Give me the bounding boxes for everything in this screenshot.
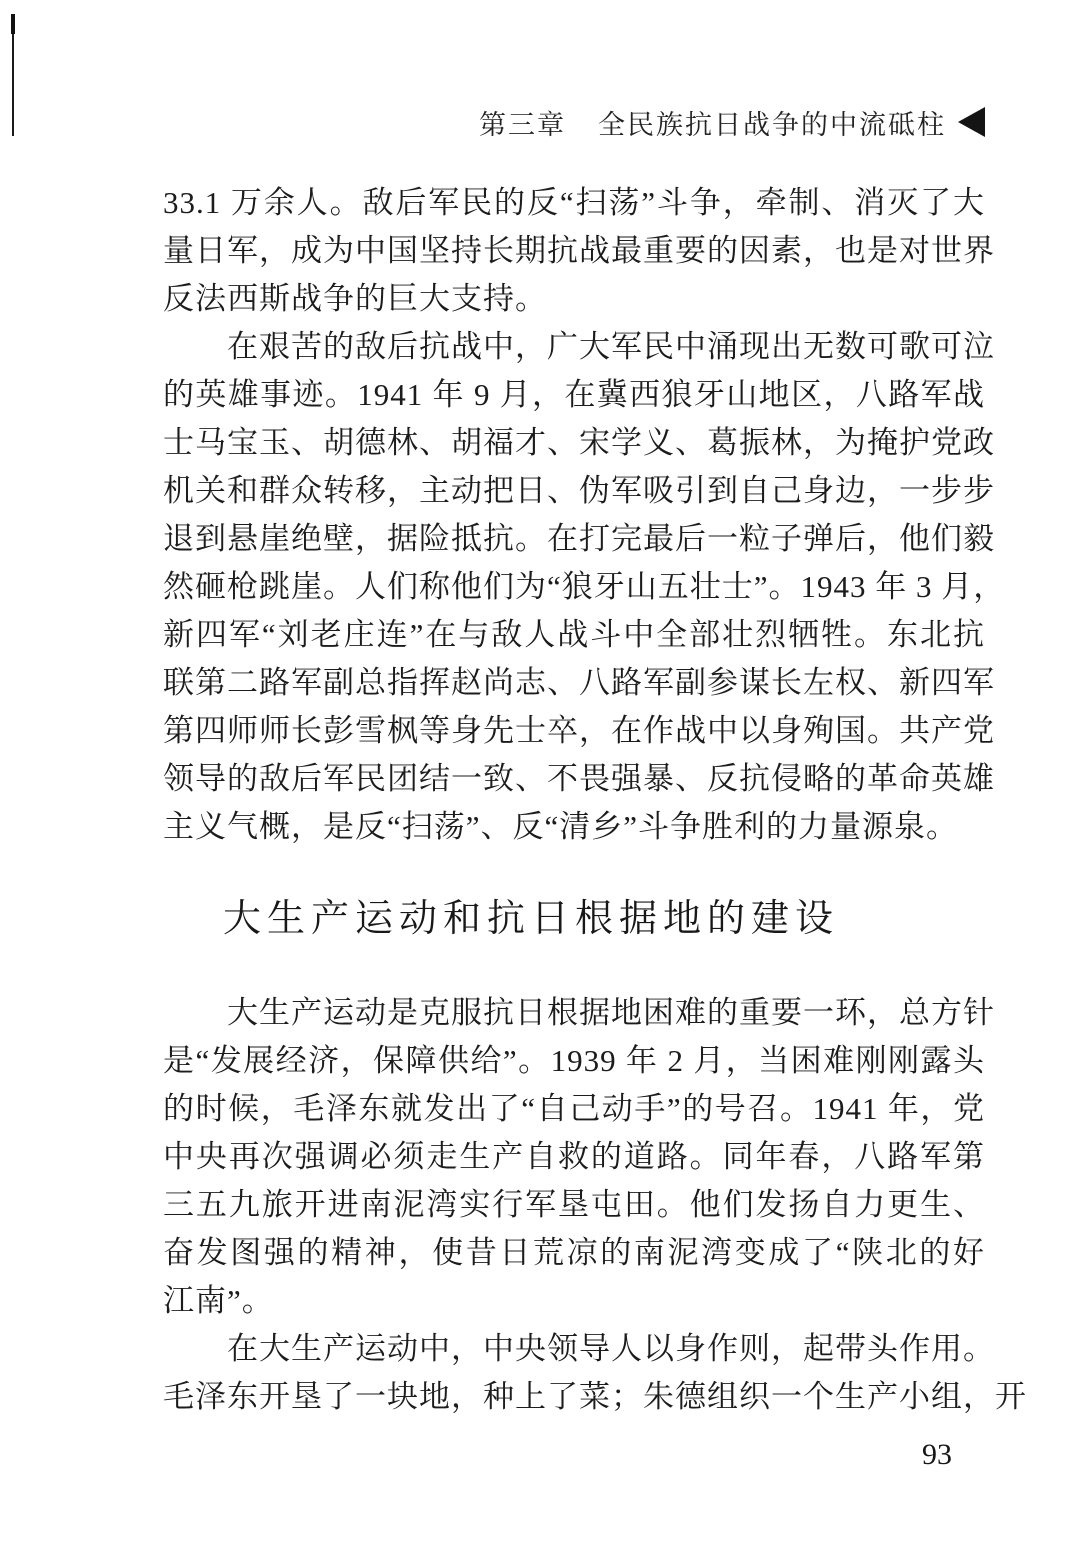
- text-line: 量日军，成为中国坚持长期抗战最重要的因素，也是对世界: [163, 233, 995, 268]
- text-line: 士马宝玉、胡德林、胡福才、宋学义、葛振林，为掩护党政: [163, 425, 995, 460]
- paragraph: [163, 323, 1006, 851]
- left-triangle-icon: [958, 107, 985, 137]
- text-line: 第四师师长彭雪枫等身先士卒，在作战中以身殉国。共产党: [163, 713, 995, 748]
- text-line: 奋发图强的精神，使昔日荒凉的南泥湾变成了“陕北的好: [163, 1235, 985, 1270]
- text-line: 大生产运动是克服抗日根据地困难的重要一环，总方针: [227, 995, 995, 1030]
- text-line: 退到悬崖绝壁，据险抵抗。在打完最后一粒子弹后，他们毅: [163, 521, 995, 556]
- paragraph: [163, 1325, 1027, 1421]
- text-line: 在大生产运动中，中央领导人以身作则，起带头作用。: [227, 1331, 995, 1366]
- scan-artifact-line-cap: [11, 14, 15, 34]
- text-line: 领导的敌后军民团结一致、不畏强暴、反抗侵略的革命英雄: [163, 761, 995, 796]
- chapter-title: 全民族抗日战争的中流砥柱: [598, 109, 946, 140]
- text-content: [163, 179, 1027, 1421]
- text-line: 新四军“刘老庄连”在与敌人战斗中全部壮烈牺牲。东北抗: [163, 617, 985, 652]
- text-line: 联第二路军副总指挥赵尚志、八路军副参谋长左权、新四军: [163, 665, 995, 700]
- text-line: 机关和群众转移，主动把日、伪军吸引到自己身边，一步步: [163, 473, 995, 508]
- text-line: 的时候，毛泽东就发出了“自己动手”的号召。1941 年，党: [163, 1091, 985, 1126]
- text-line: 毛泽东开垦了一块地，种上了菜；朱德组织一个生产小组，开: [163, 1379, 1027, 1414]
- text-line: 主义气概，是反“扫荡”、反“清乡”斗争胜利的力量源泉。: [163, 809, 959, 844]
- text-line: 反法西斯战争的巨大支持。: [163, 281, 547, 316]
- text-line: 的英雄事迹。1941 年 9 月，在冀西狼牙山地区，八路军战: [163, 377, 985, 412]
- running-header: [479, 100, 985, 144]
- text-line: 是“发展经济，保障供给”。1939 年 2 月，当困难刚刚露头: [163, 1043, 985, 1078]
- paragraph: [163, 179, 995, 323]
- section-heading: 大生产运动和抗日根据地的建设: [223, 898, 840, 940]
- text-line: 然砸枪跳崖。人们称他们为“狼牙山五壮士”。1943 年 3 月，: [163, 569, 1006, 604]
- text-line: 江南”。: [163, 1283, 274, 1318]
- page-number: 93: [922, 1438, 952, 1471]
- paragraph: [163, 989, 995, 1325]
- text-line: 33.1 万余人。敌后军民的反“扫荡”斗争，牵制、消灭了大: [163, 185, 985, 220]
- text-line: 在艰苦的敌后抗战中，广大军民中涌现出无数可歌可泣: [227, 329, 995, 364]
- chapter-label: 第三章: [479, 109, 566, 140]
- text-line: 三五九旅开进南泥湾实行军垦屯田。他们发扬自力更生、: [163, 1187, 985, 1222]
- text-line: 中央再次强调必须走生产自救的道路。同年春，八路军第: [163, 1139, 985, 1174]
